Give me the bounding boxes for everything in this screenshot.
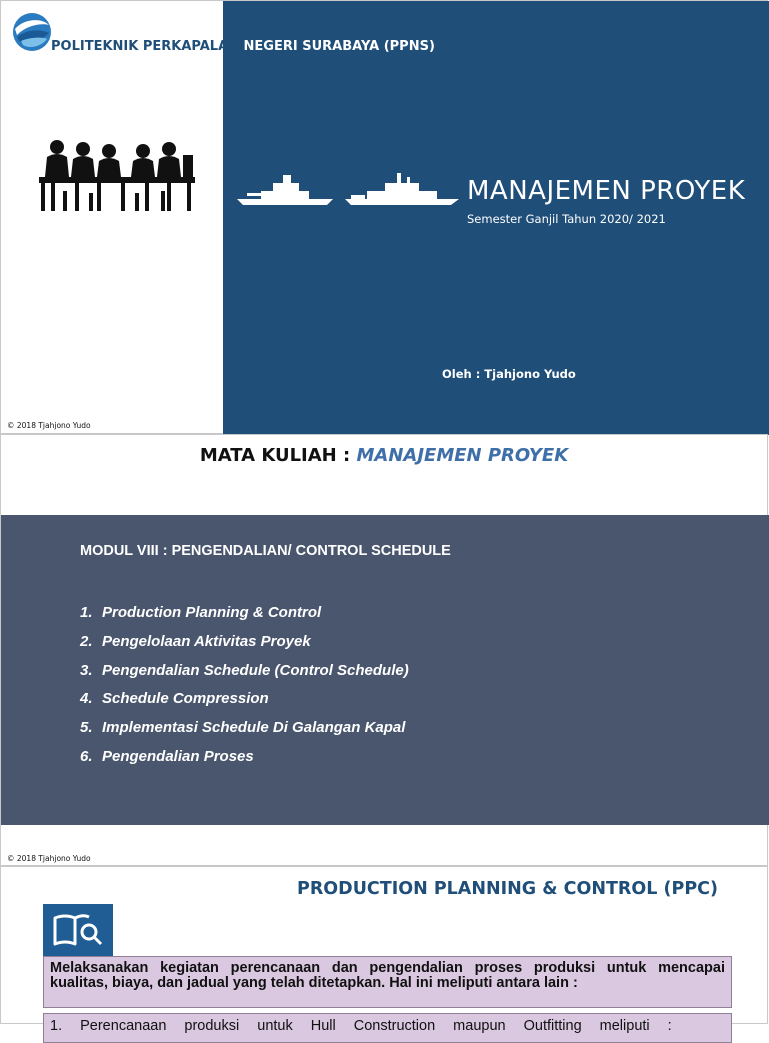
book-search-icon: [43, 904, 113, 956]
list-item-label: Pengelolaan Aktivitas Proyek: [102, 632, 311, 650]
presentation-title: MANAJEMEN PROYEK: [467, 176, 746, 206]
institution-name-part2: NEGERI SURABAYA (PPNS): [243, 39, 435, 54]
course-title: [1, 445, 767, 466]
list-item-label: Production Planning & Control: [102, 604, 322, 621]
list-item-number: 2.: [80, 632, 93, 650]
ppc-item-1: 1. Perencanaan produksi untuk Hull Construction maupun Outfitting meliputi :: [43, 1013, 732, 1043]
institution-name: [51, 39, 435, 54]
list-item-label: Schedule Compression: [102, 690, 269, 708]
course-title-prefix: MATA KULIAH :: [199, 445, 357, 466]
list-item-label: Pengendalian Proses: [102, 747, 254, 765]
semester-subtitle: Semester Ganjil Tahun 2020/ 2021: [467, 212, 666, 226]
ppns-logo-icon: [11, 11, 53, 53]
list-item-number: 6.: [80, 747, 93, 765]
topic-list: [80, 599, 409, 772]
list-item-number: 3.: [80, 661, 93, 679]
ppc-slide-title: PRODUCTION PLANNING & CONTROL (PPC): [297, 879, 718, 899]
ppc-intro-text: Melaksanakan kegiatan perencanaan dan pengendalian proses produksi untuk mencapai kualitas, biaya, dan jadual yang telah ditetapkan. Hal ini meliputi antara lain :: [43, 956, 732, 1008]
module-panel: [1, 515, 769, 825]
author-line: Oleh : Tjahjono Yudo: [442, 367, 576, 381]
meeting-silhouette-icon: [37, 137, 197, 213]
course-title-name: MANAJEMEN PROYEK: [356, 445, 569, 466]
list-item-label: Implementasi Schedule Di Galangan Kapal: [102, 719, 406, 737]
list-item: [80, 657, 409, 686]
ppc-slide: [0, 866, 768, 1034]
module-title: MODUL VIII : PENGENDALIAN/ CONTROL SCHEDULE: [80, 543, 451, 559]
module-slide: [0, 434, 768, 866]
institution-name-part1: POLITEKNIK PERKAPALAN: [51, 39, 244, 54]
list-item: [80, 743, 409, 772]
list-item-number: 5.: [80, 719, 93, 737]
list-item: [80, 628, 409, 657]
title-slide: [0, 0, 768, 434]
copyright-notice: © 2018 Tjahjono Yudo: [7, 854, 91, 863]
list-item-number: 4.: [80, 690, 93, 708]
list-item: [80, 714, 409, 743]
list-item-label: Pengendalian Schedule (Control Schedule): [102, 661, 409, 679]
copyright-notice: © 2018 Tjahjono Yudo: [7, 421, 91, 430]
ships-silhouette-icon: [237, 169, 461, 209]
list-item: [80, 599, 409, 628]
list-item-number: 1.: [80, 604, 93, 621]
list-item: [80, 685, 409, 714]
